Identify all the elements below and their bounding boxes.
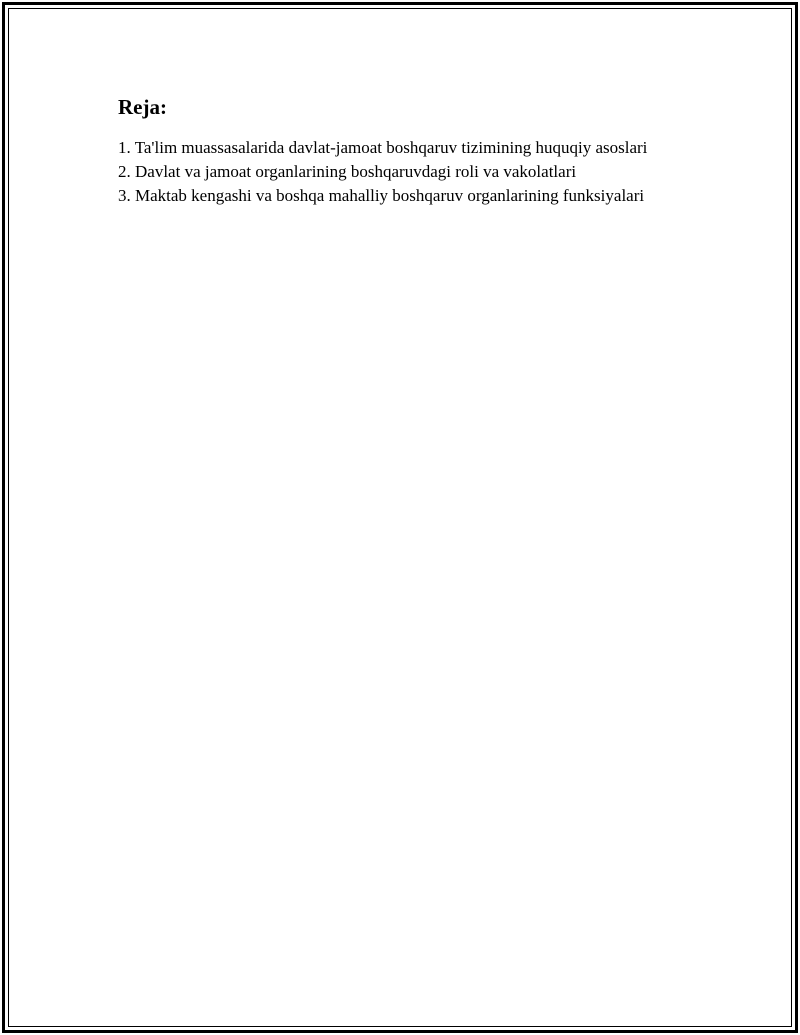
plan-item-3: 3. Maktab kengashi va boshqa mahalliy boshqaruv organlarining funksiyalari	[118, 186, 645, 205]
page-content	[118, 94, 658, 208]
plan-heading: Reja:	[118, 95, 167, 119]
plan-list	[118, 136, 658, 208]
plan-item-1: 1. Ta'lim muassasalarida davlat-jamoat boshqaruv tizimining huquqiy asoslari	[118, 138, 648, 157]
plan-item-2: 2. Davlat va jamoat organlarining boshqaruvdagi roli va vakolatlari	[118, 162, 577, 181]
